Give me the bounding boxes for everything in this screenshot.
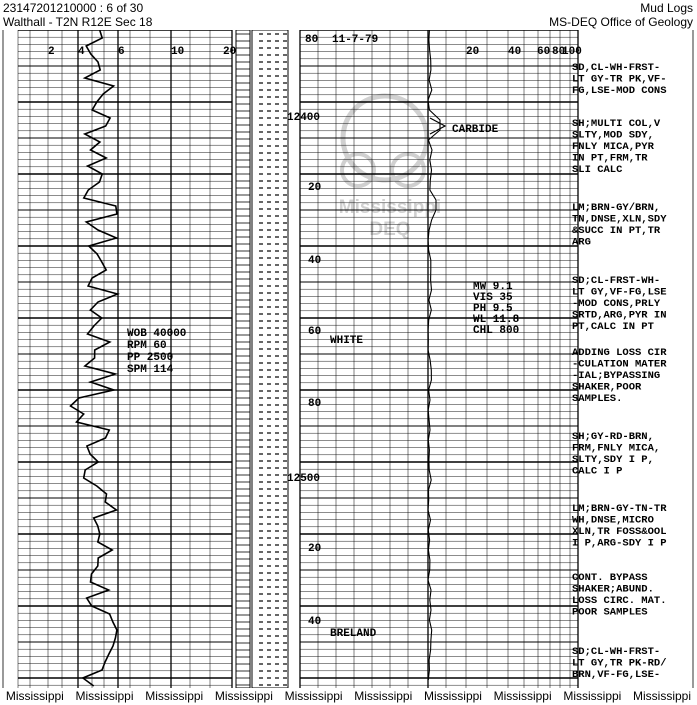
footer-text: Mississippi (423, 689, 482, 703)
description-line: TN,DNSE,XLN,SDY (572, 213, 667, 226)
description-line: CALC I P (572, 465, 623, 478)
depth-40a: 40 (308, 255, 322, 267)
drilling-param-3: PP 2500 (127, 352, 174, 364)
depth-12400: 12400 (287, 112, 321, 124)
footer-text: Mississippi (493, 689, 552, 703)
description-line: SD;CL-WH-FRST- (572, 646, 661, 658)
left-tick-4: 4 (78, 46, 85, 58)
description-line: SD;CL-FRST-WH- (572, 275, 661, 287)
footer-text: Mississippi (354, 689, 413, 703)
gas-curve (428, 30, 440, 680)
breland-label: BRELAND (330, 628, 377, 640)
lithology-descriptions (572, 62, 667, 681)
watermark-line2: DEQ (369, 219, 411, 240)
description-line: WH,DNSE,MICRO (572, 514, 654, 527)
right-tick-40: 40 (508, 46, 522, 58)
white-label: WHITE (330, 335, 364, 347)
log-type: Mud Logs (640, 1, 693, 15)
footer-text: Mississippi (563, 689, 622, 703)
footer-text: Mississippi (145, 689, 204, 703)
footer-text: Mississippi (75, 689, 134, 703)
lithology-strip (252, 30, 288, 688)
left-tick-10: 10 (171, 46, 185, 58)
mud-property-4: WL 11.8 (473, 314, 520, 326)
description-line: ARG (572, 236, 591, 249)
description-line: SRTD,ARG,PYR IN (572, 309, 667, 322)
description-line: SH;MULTI COL,V (572, 118, 661, 130)
watermark-line1: Mississippi (338, 197, 442, 218)
description-line: FRM,FNLY MICA, (572, 442, 661, 455)
description-line: SH;GY-RD-BRN, (572, 431, 654, 443)
left-tick-6: 6 (118, 46, 125, 58)
description-line: POOR SAMPLES (572, 606, 648, 619)
log-date: 11-7-79 (332, 34, 379, 46)
mud-log-scan (0, 30, 697, 688)
description-line: &SUCC IN PT,TR (572, 225, 661, 237)
description-line: BRN,VF-FG,LSE- (572, 669, 661, 681)
footer-text: Mississippi (284, 689, 343, 703)
lithology-column (236, 30, 288, 688)
description-line: SD,CL-WH-FRST- (572, 62, 661, 74)
description-line: XLN,TR FOSS&OOL (572, 526, 667, 538)
right-tick-20: 20 (466, 46, 480, 58)
well-location: Walthall - T2N R12E Sec 18 (3, 15, 153, 29)
description-line: -MOD CONS,PRLY (572, 298, 661, 310)
description-line: LT GY-TR PK,VF- (572, 73, 667, 86)
description-line: ADDING LOSS CIR (572, 347, 667, 359)
description-line: PT,CALC IN PT (572, 321, 654, 333)
carbide-label: CARBIDE (452, 124, 499, 136)
description-line: LM;BRN-GY/BRN, (572, 202, 661, 214)
drilling-param-2: RPM 60 (127, 340, 167, 352)
description-line: SLTY,MOD SDY, (572, 129, 654, 142)
depth-40b: 40 (308, 616, 322, 628)
description-line: FG,LSE-MOD CONS (572, 85, 667, 97)
description-line: IN PT,FRM,TR (572, 152, 648, 165)
description-line: SLI CALC (572, 164, 623, 176)
mud-property-1: MW 9.1 (473, 281, 513, 293)
left-tick-2: 2 (48, 46, 55, 58)
mud-property-2: VIS 35 (473, 292, 513, 304)
right-tick-80: 80 (552, 46, 566, 58)
depth-top: 80 (305, 34, 319, 46)
depth-12500: 12500 (287, 473, 321, 485)
footer-watermark (0, 688, 697, 705)
document-id: 23147201210000 : 6 of 30 (3, 1, 144, 15)
description-line: SLTY,SDY I P, (572, 454, 654, 466)
footer-text: Mississippi (5, 689, 64, 703)
drilling-param-1: WOB 40000 (127, 328, 187, 340)
mud-property-5: CHL 800 (473, 325, 520, 337)
lithology-strip (236, 30, 250, 688)
description-line: FNLY MICA,PYR (572, 141, 654, 153)
footer-text: Mississippi (214, 689, 273, 703)
depth-20a: 20 (308, 182, 322, 194)
right-tick-100: 100 (562, 46, 582, 58)
depth-80a: 80 (308, 398, 322, 410)
description-line: LT GY,VF-FG,LSE (572, 286, 667, 299)
description-line: -CULATION MATER (572, 358, 667, 371)
depth-labels (287, 34, 321, 628)
agency-name: MS-DEQ Office of Geology (549, 15, 693, 29)
drilling-param-4: SPM 114 (127, 364, 174, 376)
description-line: I P,ARG-SDY I P (572, 537, 667, 550)
footer-text: Mississippi (633, 689, 692, 703)
description-line: -IAL;BYPASSING (572, 370, 661, 382)
description-line: SHAKER,POOR (572, 381, 642, 394)
depth-20b: 20 (308, 543, 322, 555)
description-line: SAMPLES. (572, 393, 623, 405)
description-line: CONT. BYPASS (572, 572, 648, 584)
depth-60a: 60 (308, 326, 322, 338)
description-line: LOSS CIRC. MAT. (572, 595, 667, 607)
right-tick-60: 60 (537, 46, 551, 58)
description-line: SHAKER;ABUND. (572, 583, 654, 596)
description-line: LT GY,TR PK-RD/ (572, 657, 667, 670)
description-line: LM;BRN-GY-TN-TR (572, 503, 667, 515)
left-tick-20: 20 (223, 46, 237, 58)
mud-property-3: PH 9.5 (473, 303, 513, 315)
